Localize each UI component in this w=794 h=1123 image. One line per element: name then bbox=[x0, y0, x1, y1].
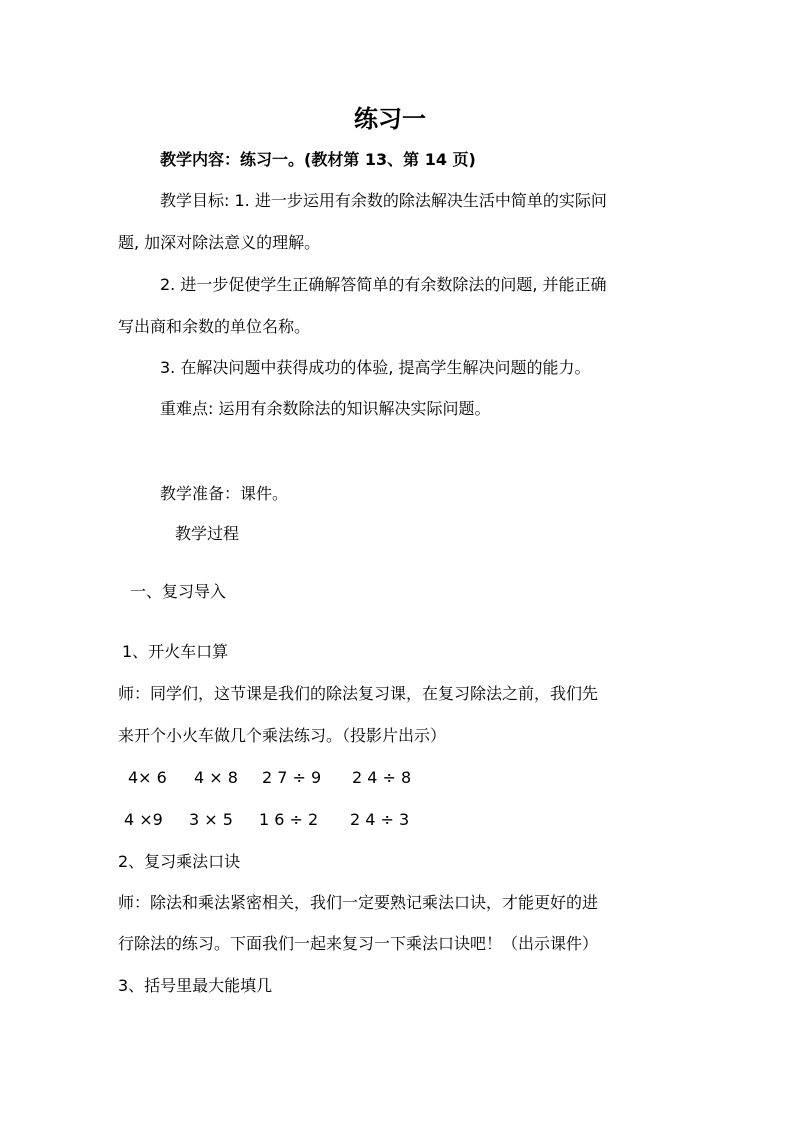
goal-2-line-1: 2. 进一步促使学生正确解答简单的有余数除法的问题, 并能正确 bbox=[160, 275, 607, 294]
calc-row1-item4: 2 4 ÷ 8 bbox=[352, 768, 412, 787]
calc-row2-item2: 3 × 5 bbox=[189, 810, 233, 829]
item-2-heading: 2、复习乘法口诀 bbox=[118, 852, 241, 871]
goal-2-line-2: 写出商和余数的单位名称。 bbox=[118, 317, 311, 336]
item-1-text-line-1: 师：同学们，这节课是我们的除法复习课，在复习除法之前，我们先 bbox=[118, 684, 599, 703]
item-3-heading: 3、括号里最大能填几 bbox=[118, 976, 273, 995]
page-title: 练习一 bbox=[354, 105, 426, 133]
item-1-text-line-2: 来开个小火车做几个乘法练习。（投影片出示） bbox=[118, 726, 447, 745]
teaching-content: 教学内容：练习一。(教材第 13、第 14 页) bbox=[160, 150, 476, 169]
goal-3: 3. 在解决问题中获得成功的体验, 提高学生解决问题的能力。 bbox=[160, 358, 591, 377]
calc-row1-item3: 2 7 ÷ 9 bbox=[262, 768, 322, 787]
calc-row1-item2: 4 × 8 bbox=[194, 768, 238, 787]
item-2-text-line-2: 行除法的练习。下面我们一起来复习一下乘法口诀吧！（出示课件） bbox=[118, 934, 599, 953]
item-2-text-line-1: 师：除法和乘法紧密相关，我们一定要熟记乘法口诀，才能更好的进 bbox=[118, 893, 599, 912]
goal-1-line-2: 题, 加深对除法意义的理解。 bbox=[118, 233, 321, 252]
goal-1-line-1: 教学目标: 1. 进一步运用有余数的除法解决生活中简单的实际问 bbox=[160, 191, 607, 210]
teaching-prep: 教学准备：课件。 bbox=[160, 484, 289, 503]
section-1-heading: 一、复习导入 bbox=[130, 582, 227, 601]
key-difficulty: 重难点: 运用有余数除法的知识解决实际问题。 bbox=[160, 399, 491, 418]
calc-row1-item1: 4× 6 bbox=[128, 768, 167, 787]
calc-row2-item1: 4 ×9 bbox=[124, 810, 163, 829]
calc-row2-item4: 2 4 ÷ 3 bbox=[350, 810, 410, 829]
item-1-heading: 1、开火车口算 bbox=[122, 642, 229, 661]
process-heading: 教学过程 bbox=[175, 524, 240, 543]
calc-row2-item3: 1 6 ÷ 2 bbox=[259, 810, 319, 829]
